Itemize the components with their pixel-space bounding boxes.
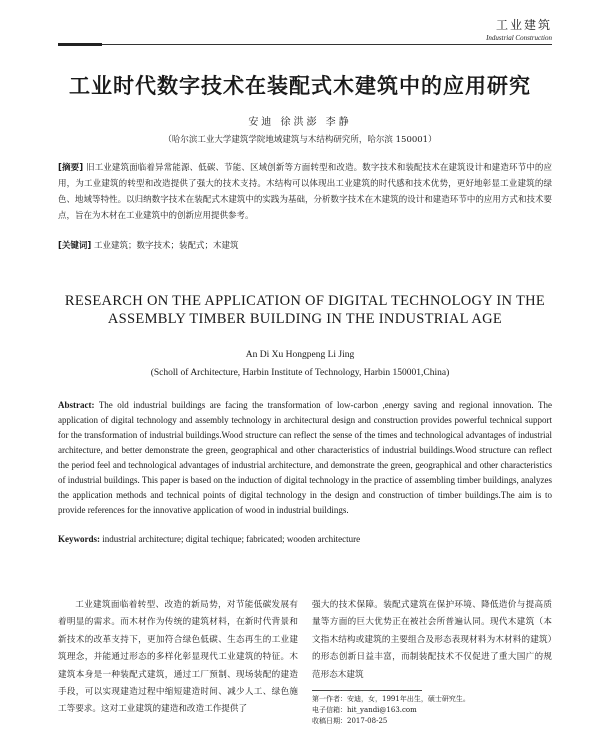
keywords-cn-label: [关键词] (58, 241, 92, 251)
footnote-author: 第一作者：安迪，女，1991年出生，硕士研究生。 (312, 695, 470, 703)
footnote (312, 694, 552, 727)
footnote-rule (312, 690, 422, 691)
keywords-en (58, 534, 552, 544)
abstract-en-label: Abstract: (58, 400, 95, 410)
journal-name-cn: 工业建筑 (495, 18, 552, 32)
affiliation-cn: （哈尔滨工业大学建筑学院地域建筑与木结构研究所，哈尔滨 150001） (163, 135, 437, 145)
authors-cn: 安迪 徐洪澎 李静 (248, 117, 352, 128)
journal-name-en: Industrial Construction (486, 34, 552, 42)
footnote-received: 收稿日期：2017-08-25 (312, 717, 388, 725)
keywords-cn-text: 工业建筑；数字技术；装配式；木建筑 (93, 241, 239, 251)
keywords-cn (58, 238, 552, 254)
abstract-cn-label: [摘要] (58, 163, 84, 173)
footnote-email: 电子信箱：hit_yandi@163.com (312, 706, 417, 714)
keywords-en-label: Keywords: (58, 534, 100, 544)
keywords-en-text: industrial architecture; digital techique; fabricated; wooden architecture (102, 534, 361, 544)
body-column-right: 强大的技术保障。装配式建筑在保护环境、降低造价与提高质量等方面的巨大优势正在被社会所普遍认同。现代木建筑（本文指木结构或建筑的主要组合及形态表现材料为木材料的建筑）的形态创新日益丰富，而制装配技术不仅促进了重大国广的规范形态木建筑 (312, 600, 552, 680)
journal-header (486, 16, 552, 42)
abstract-en-text: The old industrial buildings are facing the transformation of low-carbon ,energy saving and regional innovation. The application of digital technology and assembly technology in architectural design and construction provides powerful technical support for the transformation of industrial buildings.Wood structure can reflect the sense of the times and technological advantages of industrial architecture, and better demonstrate the green, geographical and other characteristics of industrial buildings.Wood structure can reflect the period feel and technological advantages of industrial architecture, and demonstrate the green, geographical and other characteristics of industrial buildings. This paper is based on the induction of digital technology in the practice of assembling timber buildings, analyzes the application methods and technical points of digital technology in the design and construction of timber buildings.The aim is to provide references for the innovative application of wood in industrial buildings. (58, 400, 552, 515)
header-rule-mark (58, 43, 102, 46)
title-en: RESEARCH ON THE APPLICATION OF DIGITAL TECHNOLOGY IN THE ASSEMBLY TIMBER BUILDING IN THE INDUSTRIAL AGE (64, 293, 546, 327)
body-column-left: 工业建筑面临着转型、改造的新局势，对节能低碳发展有着明显的需求。而木材作为传统的建筑材料，在新时代背景和新技术的改革支持下，更加符合绿色低碳、生态再生的工业建筑理念，并能通过形态的多样化彰显现代工业建筑的特征。木建筑本身是一种装配式建筑，通过工厂预制、现场装配的建造手段，可以实现建造过程中缩短建造时间、减少人工、绿色施工等要求。这对工业建筑的建造和改造工作提供了 (58, 600, 298, 715)
abstract-en (58, 398, 552, 518)
abstract-cn-text: 旧工业建筑面临着异常能源、低碳、节能、区域创新等方面转型和改造。数字技术和装配技术在建筑设计和建造环节中的应用，为工业建筑的转型和改造提供了强大的技术支持。木结构可以体现出工业建筑的时代感和技术优势，更好地彰显工业建筑的绿色、地域等特性。以归纳数字技术在装配式木建筑中的实践为基础，分析数字技术在木建筑的设计和建造环节中的应用方式和技术要点，旨在为木材在工业建筑中的创新应用提供参考。 (58, 163, 552, 221)
header-rule (58, 44, 552, 45)
abstract-cn (58, 160, 552, 224)
affiliation-en: (Scholl of Architecture, Harbin Institute of Technology, Harbin 150001,China) (150, 368, 450, 378)
title-cn: 工业时代数字技术在装配式木建筑中的应用研究 (69, 74, 531, 98)
authors-en: An Di Xu Hongpeng Li Jing (245, 350, 355, 360)
